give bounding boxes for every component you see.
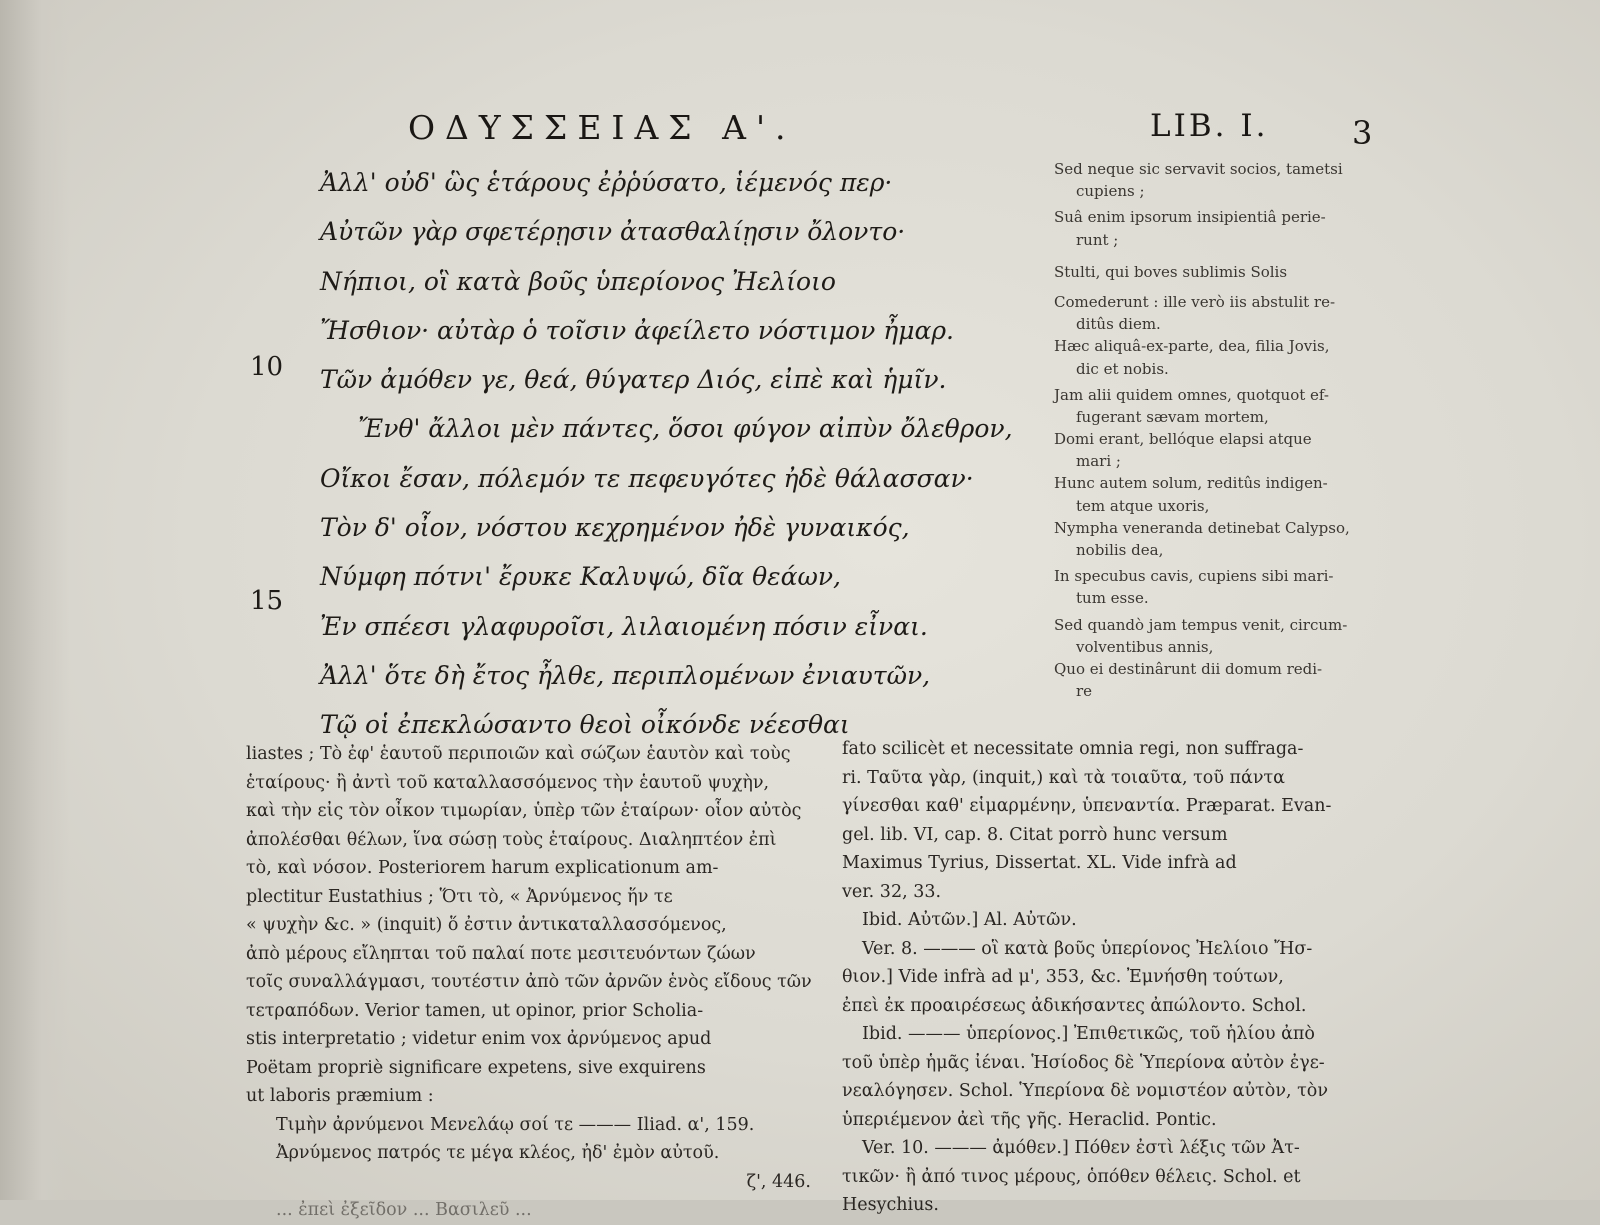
translation-line: tum esse. <box>1076 589 1149 608</box>
translation-line: Jam alii quidem omnes, quotquot ef- <box>1054 385 1329 404</box>
verse-line: Νύμφη πότνι' ἔρυκε Καλυψώ, δῖα θεάων, <box>320 562 841 592</box>
verse-line: Τῷ οἱ ἐπεκλώσαντο θεοὶ οἶκόνδε νέεσθαι <box>320 710 850 740</box>
note-line: Maximus Tyrius, Dissertat. XL. Vide infrà ad <box>842 853 1237 873</box>
note-line: plectitur Eustathius ; Ὅτι τὸ, « Ἀρνύμενος ἥν τε <box>246 886 673 907</box>
footnotes-left-column <box>246 740 821 1225</box>
verse-line: Ἤσθιον· αὐτὰρ ὁ τοῖσιν ἀφείλετο νόστιμον ἦμαρ. <box>320 315 955 345</box>
note-line: νεαλόγησεν. Schol. Ὑπερίονα δὲ νομιστέον αὐτὸν, τὸν <box>842 1081 1328 1101</box>
translation-line: Sed neque sic servavit socios, tametsi <box>1054 160 1343 178</box>
note-line: ut laboris præmium : <box>246 1086 434 1106</box>
note-line: καὶ τὴν εἰς τὸν οἶκον τιμωρίαν, ὑπὲρ τῶν ἑταίρων· οἷον αὐτὸς <box>246 801 802 821</box>
running-title: ΟΔΥΣΣΕΙΑΣ Α'. <box>408 108 796 147</box>
verse-line: Ἀλλ' οὐδ' ὣς ἑτάρους ἐῤῥύσατο, ἱέμενός περ· <box>320 168 893 197</box>
translation-line: tem atque uxoris, <box>1076 496 1210 515</box>
translation-line: ditûs diem. <box>1076 315 1161 334</box>
verse-line: Αὐτῶν γὰρ σφετέρῃσιν ἀτασθαλίῃσιν ὄλοντο· <box>320 217 906 247</box>
note-line: fato scilicèt et necessitate omnia regi, non suffraga- <box>842 739 1304 759</box>
verse-line: Νήπιοι, οἳ κατὰ βοῦς ὑπερίονος Ἠελίοιο <box>320 266 836 296</box>
gutter-shadow <box>0 0 70 1200</box>
book-label: LIB. I. <box>1150 108 1269 144</box>
note-line: « ψυχὴν &c. » (inquit) ὅ ἐστιν ἀντικαταλλασσόμενος, <box>246 915 727 935</box>
note-line: τοῦ ὑπὲρ ἡμᾶς ἰέναι. Ἡσίοδος δὲ Ὑπερίονα αὐτὸν ἐγε- <box>842 1052 1325 1073</box>
note-line: γίνεσθαι καθ' εἱμαρμένην, ὑπεναντία. Præparat. Evan- <box>842 796 1332 816</box>
note-line: ri. Ταῦτα γὰρ, (inquit,) καὶ τὰ τοιαῦτα, τοῦ πάντα <box>842 767 1285 788</box>
page-number: 3 <box>1352 114 1373 152</box>
translation-line: volventibus annis, <box>1076 637 1214 656</box>
note-line: Τιμὴν ἀρνύμενοι Μενελάῳ σοί τε ——— Iliad. α', 159. <box>276 1114 755 1135</box>
verse-line: Οἴκοι ἔσαν, πόλεμόν τε πεφευγότες ἠδὲ θάλασσαν· <box>320 463 974 493</box>
note-line: ἀπὸ μέρους εἴληπται τοῦ παλαί ποτε μεσιτευόντων ζώων <box>246 943 756 964</box>
translation-line: dic et nobis. <box>1076 359 1169 378</box>
translation-line: nobilis dea, <box>1076 541 1164 559</box>
translation-line: Quo ei destinârunt dii domum redi- <box>1054 659 1323 678</box>
verse-number: 10 <box>250 352 284 382</box>
note-line: Ibid. Αὐτῶν.] Al. Αὐτῶν. <box>862 910 1077 930</box>
translation-line: Sed quandò jam tempus venit, circum- <box>1054 615 1348 634</box>
note-line: stis interpretatio ; videtur enim vox ἀρνύμενος apud <box>246 1029 712 1049</box>
note-line: τοῖς συναλλάγμασι, τουτέστιν ἀπὸ τῶν ἀρνῶν ἑνὸς εἴδους τῶν <box>246 972 812 992</box>
verse-line: Τῶν ἀμόθεν γε, θεά, θύγατερ Διός, εἰπὲ καὶ ἡμῖν. <box>320 365 947 395</box>
note-line: Ver. 8. ——— οἳ κατὰ βοῦς ὑπερίονος Ἠελίοιο Ἤσ- <box>862 938 1313 959</box>
latin-translation-column <box>1054 158 1389 702</box>
note-line: ... ἐπεὶ ἐξεῖδον ... Βασιλεῦ ... <box>276 1200 532 1220</box>
note-line: ὑπεριέμενον ἀεὶ τῆς γῆς. Heraclid. Pontic. <box>842 1109 1217 1130</box>
translation-line: mari ; <box>1076 452 1121 471</box>
translation-line: fugerant sævam mortem, <box>1076 407 1269 426</box>
note-line: Ver. 10. ——— ἀμόθεν.] Πόθεν ἐστὶ λέξις τῶν Ἀτ- <box>862 1138 1300 1158</box>
note-line: ἑταίρους· ἢ ἀντὶ τοῦ καταλλασσόμενος τὴν ἑαυτοῦ ψυχὴν, <box>246 772 770 793</box>
note-line: ἀπολέσθαι θέλων, ἵνα σώσῃ τοὺς ἑταίρους. Διαληπτέον ἐπὶ <box>246 829 777 850</box>
verse-line: Ἀλλ' ὅτε δὴ ἔτος ἦλθε, περιπλομένων ἐνιαυτῶν, <box>320 660 931 690</box>
note-line: τικῶν· ἢ ἀπό τινος μέρους, ὁπόθεν θέλεις. Schol. et <box>842 1166 1301 1187</box>
translation-line: runt ; <box>1076 230 1119 249</box>
note-line: ἐπεὶ ἐκ προαιρέσεως ἀδικήσαντες ἀπώλοντο. Schol. <box>842 995 1307 1016</box>
running-header <box>0 108 1600 152</box>
translation-line: Hæc aliquâ-ex-parte, dea, filia Jovis, <box>1054 337 1330 356</box>
note-line: gel. lib. VI, cap. 8. Citat porrò hunc versum <box>842 824 1228 845</box>
verse-line: Τὸν δ' οἶον, νόστου κεχρημένον ἠδὲ γυναικός, <box>320 513 910 543</box>
verse-line: Ἐν σπέεσι γλαφυροῖσι, λιλαιομένη πόσιν εἶναι. <box>320 611 928 641</box>
verse-line: Ἔνθ' ἄλλοι μὲν πάντες, ὅσοι φύγον αἰπὺν ὄλεθρον, <box>358 414 1013 444</box>
note-line: θιον.] Vide infrà ad μ', 353, &c. Ἐμνήσθη τούτων, <box>842 967 1284 987</box>
translation-line: Suâ enim ipsorum insipientiâ perie- <box>1054 208 1326 227</box>
translation-line: Hunc autem solum, reditûs indigen- <box>1054 474 1328 493</box>
note-line: ver. 32, 33. <box>842 881 942 902</box>
note-line: Ἀρνύμενος πατρός τε μέγα κλέος, ἠδ' ἐμὸν αὐτοῦ. <box>276 1143 720 1163</box>
translation-line: Domi erant, bellóque elapsi atque <box>1054 430 1312 449</box>
note-line: Poëtam propriè significare expetens, sive exquirens <box>246 1057 706 1078</box>
translation-line: cupiens ; <box>1076 182 1145 201</box>
greek-verse-block <box>320 158 1040 750</box>
verse-number: 15 <box>250 586 284 616</box>
note-line: Ibid. ——— ὑπερίονος.] Ἐπιθετικῶς, τοῦ ἡλίου ἀπὸ <box>862 1024 1315 1044</box>
translation-line: Nympha veneranda detinebat Calypso, <box>1054 518 1350 537</box>
translation-line: re <box>1076 682 1093 701</box>
note-line: liastes ; Τὸ ἐφ' ἑαυτοῦ περιποιῶν καὶ σώζων ἑαυτὸν καὶ τοὺς <box>246 744 791 764</box>
translation-line: In specubus cavis, cupiens sibi mari- <box>1054 567 1334 586</box>
note-line: τετραπόδων. Verior tamen, ut opinor, prior Scholia- <box>246 1000 704 1021</box>
note-line: ζ', 446. <box>746 1171 811 1192</box>
note-line: τὸ, καὶ νόσον. Posteriorem harum explicationum am- <box>246 858 719 878</box>
translation-line: Stulti, qui boves sublimis Solis <box>1054 262 1288 281</box>
translation-line: Comederunt : ille verò iis abstulit re- <box>1054 292 1336 311</box>
note-line: Hesychius. <box>842 1195 939 1215</box>
footnotes-right-column <box>842 735 1387 1220</box>
